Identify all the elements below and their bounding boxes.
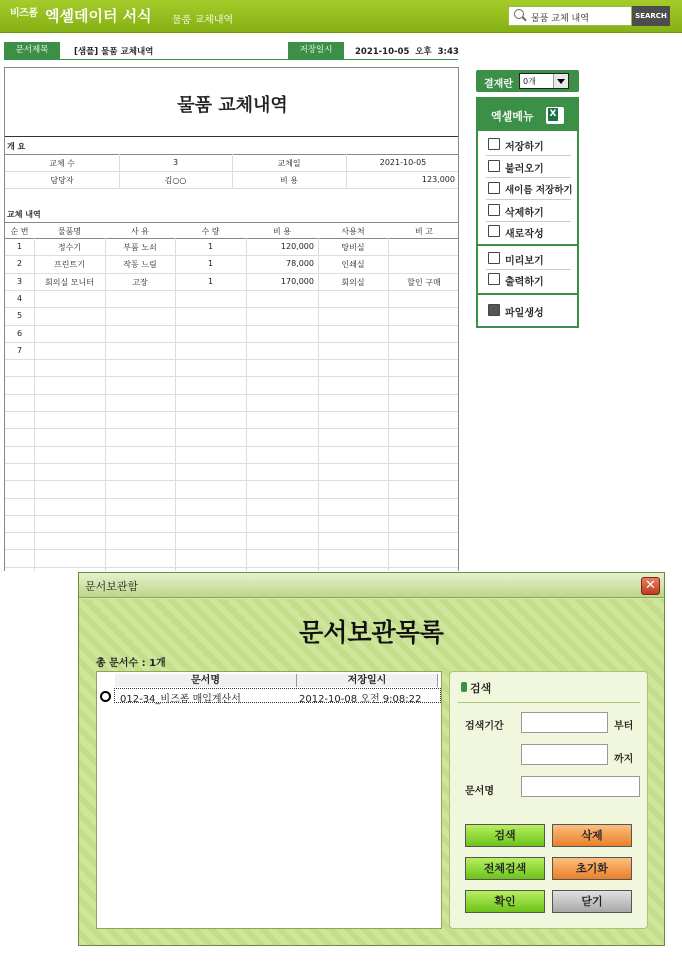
detail-table [5,223,459,571]
menu-item-load[interactable]: 불러오기 [486,158,574,176]
col-header: 사용처 [341,227,365,236]
page-subtitle: 물품 교체내역 [172,15,234,26]
row-select-radio[interactable] [100,691,111,702]
delete-button[interactable]: 삭제 [552,824,632,847]
overview-label: 개 요 [7,142,26,151]
table-cell: 6 [16,328,23,338]
table-cell: 회의실 [341,277,365,287]
chevron-down-icon [553,74,568,88]
document-sheet [4,67,459,571]
date-label: 교체일 [277,159,301,168]
table-cell: 5 [16,311,23,321]
floppy-icon [488,138,500,150]
col-header: 비 고 [415,227,433,236]
menu-item-save-as[interactable]: 새이름 저장하기 [486,180,574,198]
to-label: 까지 [614,754,634,765]
dialog-titlebar[interactable] [79,573,664,598]
search-input[interactable] [508,6,632,26]
search-panel: 검색 검색기간 부터 까지 문서명 검색 삭제 전체검색 초기화 확인 닫기 [449,671,648,929]
table-cell: 부품 노쇠 [123,243,157,252]
manager-label: 담당자 [50,176,74,185]
row-doc-saved: 2012-10-08 오전 9:08:22 [299,694,422,705]
period-to-input[interactable] [521,744,608,765]
archive-dialog [78,572,665,946]
table-cell: 회의실 모니터 [45,277,94,287]
bullet-icon [461,682,467,692]
search-all-button[interactable]: 전체검색 [465,857,545,880]
table-cell: 정수기 [57,243,82,252]
close-button[interactable]: 닫기 [552,890,632,913]
table-cell: 1 [16,242,23,251]
table-cell: 1 [207,242,214,251]
app-title: 엑셀데이터 서식 [45,7,152,25]
col-header-name[interactable]: 문서명 [115,674,297,687]
cost-value: 123,000 [421,175,455,184]
table-cell: 탕비실 [341,243,365,252]
document-count: 총 문서수 : 1개 [96,658,166,669]
menu-item-delete[interactable]: 삭제하기 [486,202,574,220]
table-cell: 4 [16,293,23,303]
col-header: 사 유 [131,227,149,236]
saved-value: 2021-10-05 오후 3:43 [355,47,459,57]
close-icon[interactable]: ✕ [641,577,660,595]
table-cell: 78,000 [286,259,314,269]
col-header: 물품명 [57,227,82,236]
manager-value: 김○○ [164,176,187,185]
approval-select-value: 0개 [523,77,536,86]
date-value: 2021-10-05 [379,158,427,167]
table-cell: 1 [207,276,214,286]
table-cell: 프린트기 [54,260,85,270]
dialog-body [79,599,664,945]
new-doc-icon [488,225,500,237]
excel-menu-title: 엑셀메뉴 [491,110,534,123]
menu-item-preview[interactable]: 미리보기 [486,250,574,268]
col-header: 수 량 [201,227,220,236]
menu-item-print[interactable]: 출력하기 [486,271,574,289]
reset-button[interactable]: 초기화 [552,857,632,880]
approval-label: 결재란 [484,79,513,90]
doc-name-label: 문서명 [465,786,494,797]
search-input-value: 물품 교체 내역 [531,14,589,24]
search-icon [514,9,524,19]
print-icon [488,273,500,285]
table-cell: 120,000 [280,242,314,251]
doc-name-input[interactable] [521,776,640,797]
top-banner [0,0,682,33]
col-header: 순 번 [10,227,29,236]
document-title: 물품 교체내역 [177,95,288,116]
table-cell: 인쇄실 [341,260,365,270]
count-value: 3 [172,158,179,167]
period-label: 검색기간 [465,721,504,732]
excel-icon [546,107,564,124]
table-cell: 7 [16,345,23,355]
excel-menu [476,97,579,328]
download-icon [488,160,500,172]
info-divider [4,59,458,60]
save-as-icon [488,182,500,194]
doc-title-label: 문서제목 [4,42,60,59]
table-cell: 할인 구매 [407,277,441,287]
cost-label: 비 용 [280,176,298,185]
dialog-title: 문서보관함 [85,580,139,593]
table-cell: 2 [16,259,23,269]
approval-select[interactable] [519,73,569,89]
doc-title-value: [샘플] 물품 교체내역 [74,47,154,57]
saved-label: 저장일시 [288,42,344,59]
archive-heading: 문서보관목록 [299,618,444,647]
menu-item-create-file[interactable]: 파일생성 [486,302,574,320]
table-cell: 고장 [132,277,148,287]
trash-icon [488,204,500,216]
menu-item-new[interactable]: 새로작성 [486,223,574,241]
search-button-dialog[interactable]: 검색 [465,824,545,847]
table-cell: 3 [16,276,23,286]
brand-logo: 비즈폼 [10,8,38,19]
list-item[interactable] [114,688,441,703]
approval-box [476,70,579,92]
detail-label: 교체 내역 [7,210,41,219]
col-header: 비 용 [273,227,291,236]
from-label: 부터 [614,721,634,732]
col-header-saved[interactable]: 저장일시 [297,674,438,687]
monitor-icon [488,252,500,264]
search-button[interactable]: SEARCH [632,6,670,26]
document-list[interactable] [96,671,442,929]
ok-button[interactable]: 확인 [465,890,545,913]
table-cell: 170,000 [280,276,314,286]
excel-menu-header [478,99,577,131]
table-cell: 작동 느림 [123,260,157,270]
count-label: 교체 수 [49,159,75,168]
menu-item-save[interactable]: 저장하기 [486,136,574,154]
period-from-input[interactable] [521,712,608,733]
folder-icon [488,304,500,316]
row-doc-name: 012-34_비즈폼 매입계산서 [120,694,241,705]
table-cell: 1 [207,259,214,269]
